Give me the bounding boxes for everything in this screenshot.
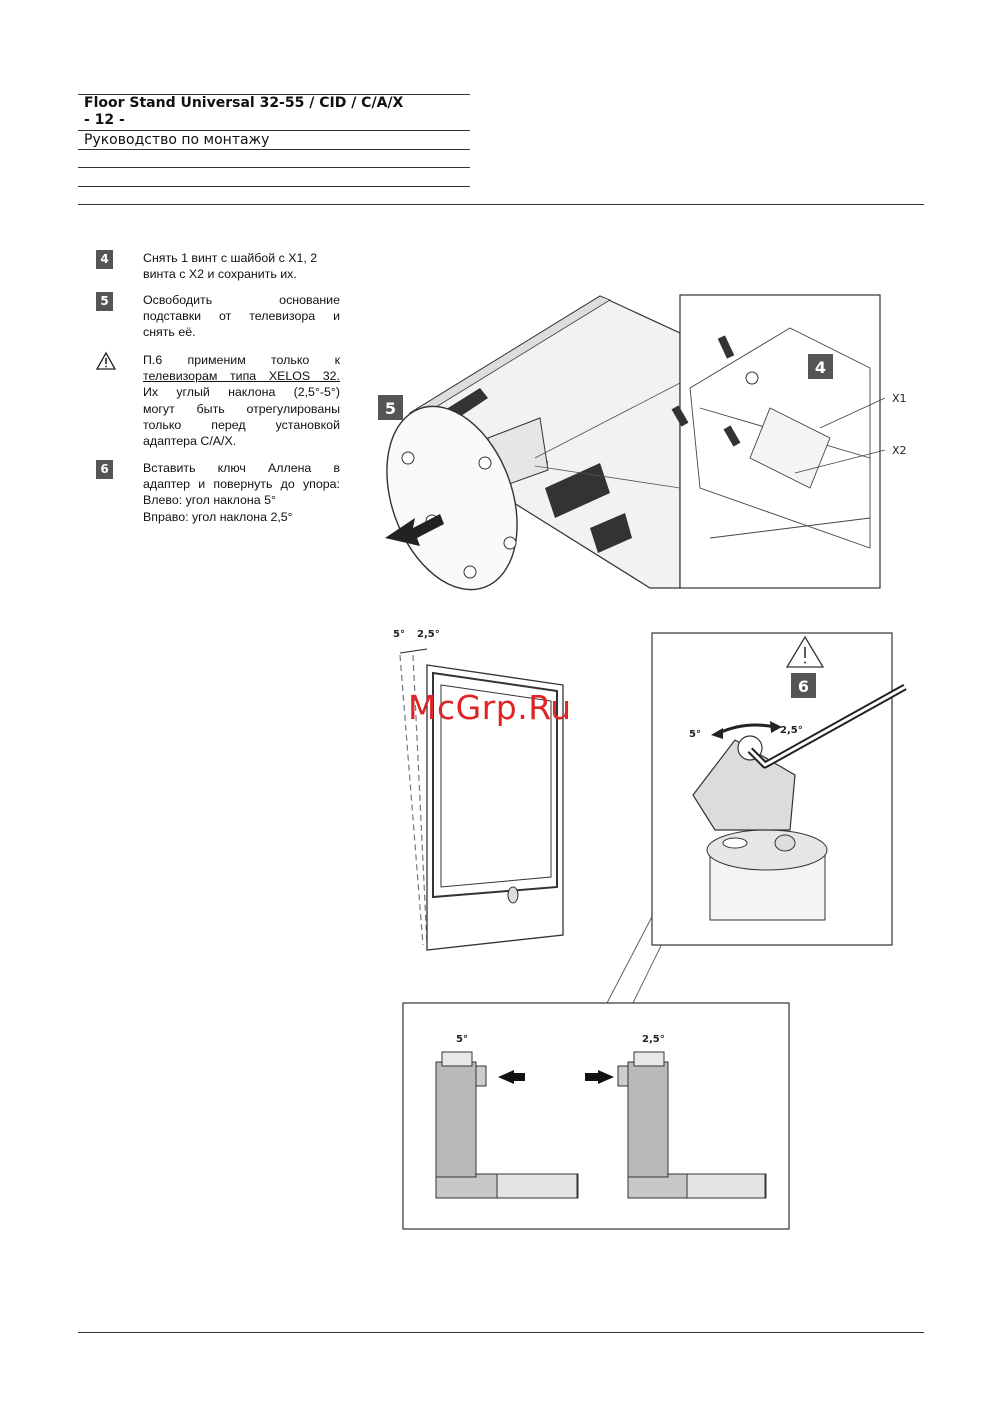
- adjustment-left-label: 5°: [456, 1034, 468, 1045]
- step-line: винта с X2 и сохранить их.: [143, 267, 297, 282]
- inset-badge-label: 6: [797, 677, 810, 696]
- step-text: [143, 352, 340, 449]
- watermark: McGrp.Ru: [408, 688, 572, 727]
- step-line: могут быть отрегулированы: [143, 401, 340, 416]
- header-rule-1: [78, 94, 470, 95]
- step-badge: 6: [96, 460, 113, 479]
- step-line: только перед установкой: [143, 417, 340, 432]
- header-rule-2: [78, 130, 470, 131]
- tilt-adjustment-figure: [402, 1002, 792, 1232]
- label-x2: X2: [892, 444, 907, 457]
- step-line: П.6 применим только к: [143, 353, 340, 367]
- header-rule-5: [78, 186, 470, 187]
- step-line: Влево: угол наклона 5°: [143, 493, 276, 508]
- label-x1: X1: [892, 392, 907, 405]
- page-number: - 12 -: [84, 112, 125, 128]
- adjustment-right-label: 2,5°: [642, 1034, 665, 1045]
- step-line: Снять 1 винт с шайбой с X1, 2: [143, 251, 318, 265]
- step-text: [143, 292, 340, 341]
- inset-right-label: 2,5°: [780, 725, 803, 736]
- tilt-left-label: 5°: [393, 629, 405, 640]
- step-line: Их углый наклона (2,5°-5°): [143, 385, 340, 400]
- step-text: [143, 460, 340, 525]
- footer-rule: [78, 1332, 924, 1333]
- warning-icon: [96, 352, 116, 370]
- tilt-right-label: 2,5°: [417, 629, 440, 640]
- header-rule-3: [78, 149, 470, 150]
- step-badge-large-label: 5: [384, 399, 397, 418]
- header-rule-full: [78, 204, 924, 205]
- step-badge: 4: [96, 250, 113, 269]
- document-subtitle: Руководство по монтажу: [84, 132, 270, 148]
- step-line: снять её.: [143, 325, 196, 340]
- step-line: Вставить ключ Аллена в: [143, 461, 340, 475]
- step-line: Освободить основание: [143, 293, 340, 307]
- inset-left-label: 5°: [689, 729, 701, 740]
- step-line-underlined: телевизорам типа XELOS 32.: [143, 369, 340, 384]
- document-title: Floor Stand Universal 32-55 / CID / C/A/X: [84, 95, 404, 111]
- tv-base-removal-figure: [370, 288, 907, 608]
- step-text: [143, 250, 340, 282]
- tv-tilt-figure: [385, 625, 925, 985]
- step-badge: 5: [96, 292, 113, 311]
- step-line: Вправо: угол наклона 2,5°: [143, 509, 293, 524]
- inset-badge-label: 4: [814, 358, 827, 377]
- step-line: подставки от телевизора и: [143, 309, 340, 324]
- step-line: адаптера C/A/X.: [143, 434, 237, 449]
- step-line: адаптер и повернуть до упора:: [143, 477, 340, 492]
- header-rule-4: [78, 167, 470, 168]
